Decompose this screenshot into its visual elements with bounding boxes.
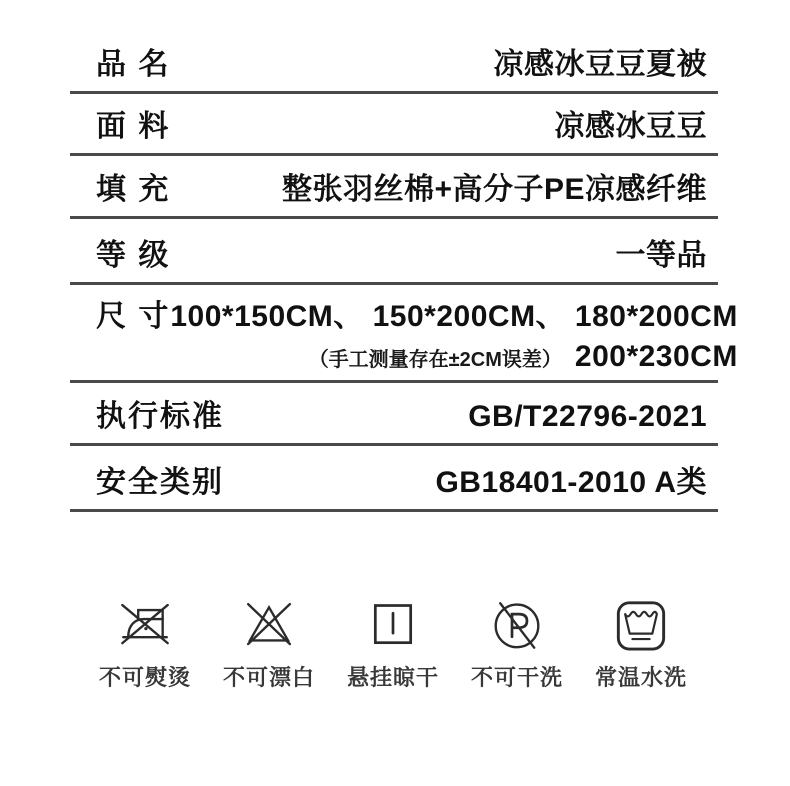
spec-row-safety-category — [70, 446, 718, 512]
care-item-hang-dry — [336, 596, 450, 692]
spec-label: 安全类别 — [96, 465, 224, 499]
spec-row-size — [70, 285, 738, 383]
spec-label: 品 名 — [96, 47, 171, 81]
spec-row-filling — [70, 156, 718, 219]
size-option-4: 200*230CM — [574, 339, 738, 373]
spec-label: 等 级 — [96, 238, 171, 272]
spec-label: 执行标准 — [96, 399, 224, 433]
spec-row-fabric — [70, 94, 718, 156]
care-item-do-not-iron — [88, 596, 202, 692]
normal-temp-wash-icon — [612, 596, 670, 654]
care-label: 不可漂白 — [222, 665, 315, 690]
measurement-tolerance-note: （手工测量存在±2CM误差） — [308, 348, 562, 371]
care-instructions-row — [88, 596, 698, 692]
spec-value: 一等品 — [615, 238, 707, 272]
size-options-line2 — [170, 340, 737, 375]
do-not-bleach-icon — [240, 596, 298, 654]
spec-label: 面 料 — [96, 109, 171, 143]
do-not-iron-icon — [116, 596, 174, 654]
care-item-normal-temp-wash — [584, 596, 698, 692]
spec-value: 凉感冰豆豆夏被 — [493, 47, 707, 81]
care-label: 不可熨烫 — [98, 665, 191, 690]
spec-label: 填 充 — [96, 172, 171, 206]
spec-label: 尺 寸 — [96, 300, 171, 333]
spec-value: 凉感冰豆豆 — [554, 109, 707, 143]
care-label: 常温水洗 — [594, 665, 687, 690]
spec-value: GB18401-2010 A类 — [435, 465, 707, 499]
spec-value: GB/T22796-2021 — [468, 399, 707, 433]
spec-row-standard — [70, 383, 718, 446]
spec-row-grade — [70, 219, 718, 285]
care-label: 悬挂晾干 — [346, 665, 439, 690]
spec-value: 整张羽丝棉+高分子PE凉感纤维 — [281, 172, 707, 206]
do-not-dryclean-icon — [488, 596, 546, 654]
size-values — [170, 300, 737, 374]
care-item-do-not-dryclean — [460, 596, 574, 692]
care-label: 不可干洗 — [470, 665, 563, 690]
spec-row-product-name — [70, 32, 718, 94]
care-item-do-not-bleach — [212, 596, 326, 692]
spec-table — [70, 32, 738, 512]
hang-dry-icon — [364, 596, 422, 654]
size-options-line1: 100*150CM、 150*200CM、 180*200CM — [170, 300, 738, 333]
